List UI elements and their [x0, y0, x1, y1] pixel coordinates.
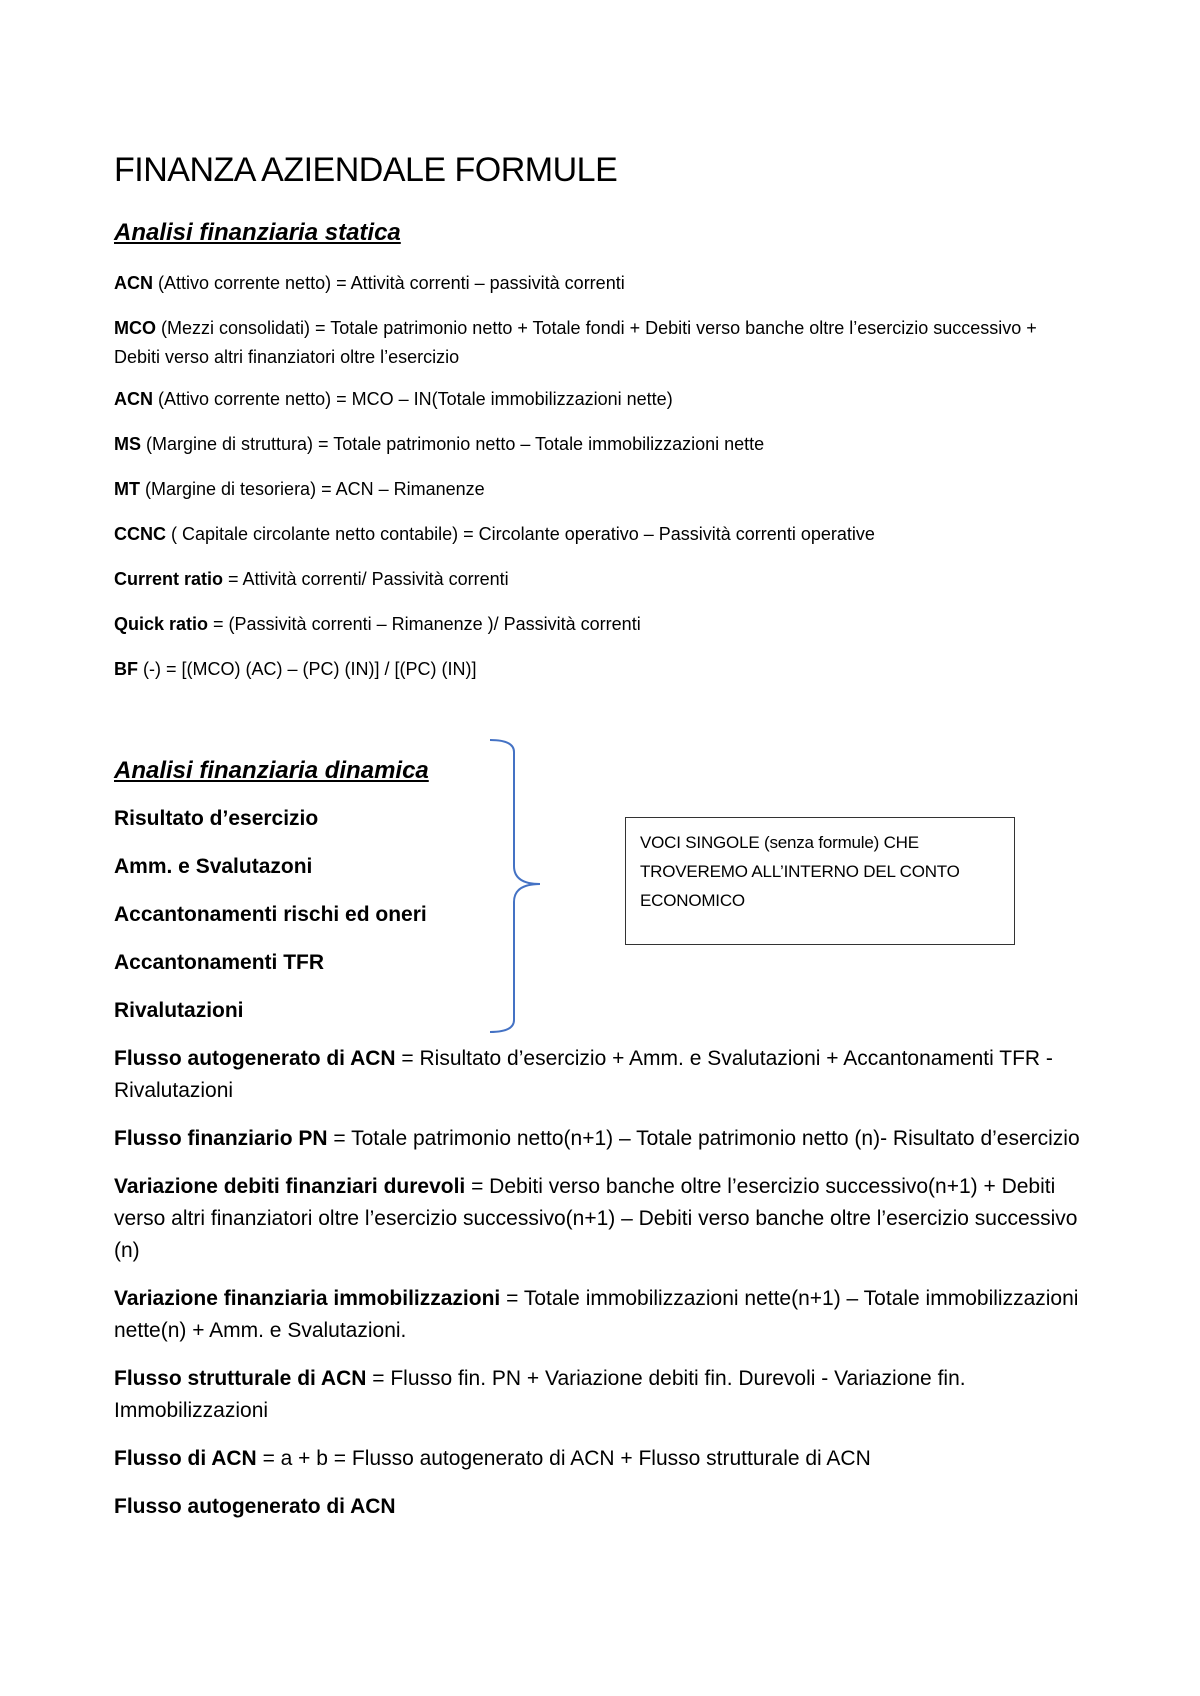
section-heading-dynamic: Analisi finanziaria dinamica — [114, 757, 429, 784]
formula-text: (Attivo corrente netto) = Attività correnti – passività correnti — [153, 273, 625, 293]
static-formula-list — [114, 269, 1064, 700]
formula-term: Variazione finanziaria immobilizzazioni — [114, 1287, 501, 1310]
single-item: Accantonamenti TFR — [114, 951, 325, 974]
formula-item — [114, 1283, 1099, 1347]
formula-term: Flusso strutturale di ACN — [114, 1367, 367, 1390]
formula-term: ACN — [114, 389, 153, 409]
section-heading-static: Analisi finanziaria statica — [114, 219, 401, 246]
formula-term: MS — [114, 434, 141, 454]
formula-item — [114, 1363, 1099, 1427]
formula-item — [114, 1491, 1099, 1523]
formula-text: (-) = [(MCO) (AC) – (PC) (IN)] / [(PC) (IN)] — [138, 659, 477, 679]
formula-item — [114, 1443, 1099, 1475]
formula-text: ( Capitale circolante netto contabile) = Circolante operativo – Passività correnti operative — [166, 524, 875, 544]
formula-item — [114, 269, 1064, 298]
single-item: Risultato d’esercizio — [114, 807, 319, 830]
single-item: Rivalutazioni — [114, 999, 244, 1022]
dynamic-formula-list — [114, 1043, 1099, 1539]
formula-text: (Margine di tesoriera) = ACN – Rimanenze — [140, 479, 485, 499]
single-item: Accantonamenti rischi ed oneri — [114, 903, 427, 926]
formula-text: = Flusso fin. PN + Variazione debiti fin. Durevoli - Variazione fin. Immobilizzazioni — [114, 1367, 966, 1422]
formula-term: Current ratio — [114, 569, 224, 589]
formula-term: Flusso autogenerato di ACN — [114, 1495, 396, 1518]
formula-text: = Totale immobilizzazioni nette(n+1) – Totale immobilizzazioni nette(n) + Amm. e Svalutazioni. — [114, 1287, 1079, 1342]
formula-term: CCNC — [114, 524, 166, 544]
formula-term: MT — [114, 479, 140, 499]
formula-item — [114, 520, 1064, 549]
single-items-list — [114, 804, 427, 1044]
formula-item — [114, 385, 1064, 414]
formula-text: = a + b = Flusso autogenerato di ACN + Flusso strutturale di ACN — [256, 1447, 871, 1470]
formula-term: Quick ratio — [114, 614, 209, 634]
formula-item — [114, 1123, 1099, 1155]
formula-item — [114, 314, 1064, 372]
formula-term: Flusso di ACN — [114, 1447, 257, 1470]
formula-text: (Attivo corrente netto) = MCO – IN(Totale immobilizzazioni nette) — [153, 389, 673, 409]
formula-text: (Margine di struttura) = Totale patrimonio netto – Totale immobilizzazioni nette — [141, 434, 765, 454]
formula-text: = Totale patrimonio netto(n+1) – Totale patrimonio netto (n)- Risultato d’esercizio — [327, 1127, 1080, 1150]
formula-item — [114, 565, 1064, 594]
note-box: VOCI SINGOLE (senza formule) CHE TROVEREMO ALL’INTERNO DEL CONTO ECONOMICO — [625, 817, 1015, 945]
formula-text: = Debiti verso banche oltre l’esercizio successivo(n+1) + Debiti verso altri finanziatori oltre l’esercizio successivo(n+1) – Debiti verso banche oltre l’esercizio successivo (n) — [114, 1175, 1078, 1262]
formula-text: = Risultato d’esercizio + Amm. e Svalutazioni + Accantonamenti TFR - Rivalutazioni — [114, 1047, 1053, 1102]
formula-term: Variazione debiti finanziari durevoli — [114, 1175, 466, 1198]
formula-term: BF — [114, 659, 138, 679]
page-title: FINANZA AZIENDALE FORMULE — [114, 151, 618, 189]
single-item: Amm. e Svalutazoni — [114, 855, 313, 878]
formula-item — [114, 655, 1064, 684]
right-curly-brace-icon — [488, 736, 548, 1036]
formula-term: MCO — [114, 318, 156, 338]
formula-item — [114, 475, 1064, 504]
formula-item — [114, 610, 1064, 639]
formula-item — [114, 430, 1064, 459]
formula-term: Flusso finanziario PN — [114, 1127, 328, 1150]
formula-term: ACN — [114, 273, 153, 293]
formula-item — [114, 1171, 1099, 1267]
formula-text: = (Passività correnti – Rimanenze )/ Passività correnti — [208, 614, 641, 634]
formula-text: (Mezzi consolidati) = Totale patrimonio netto + Totale fondi + Debiti verso banche oltre l’esercizio successivo + Debiti verso altri finanziatori oltre l’esercizio — [114, 318, 1037, 367]
formula-term: Flusso autogenerato di ACN — [114, 1047, 396, 1070]
formula-text: = Attività correnti/ Passività correnti — [223, 569, 509, 589]
formula-item — [114, 1043, 1099, 1107]
